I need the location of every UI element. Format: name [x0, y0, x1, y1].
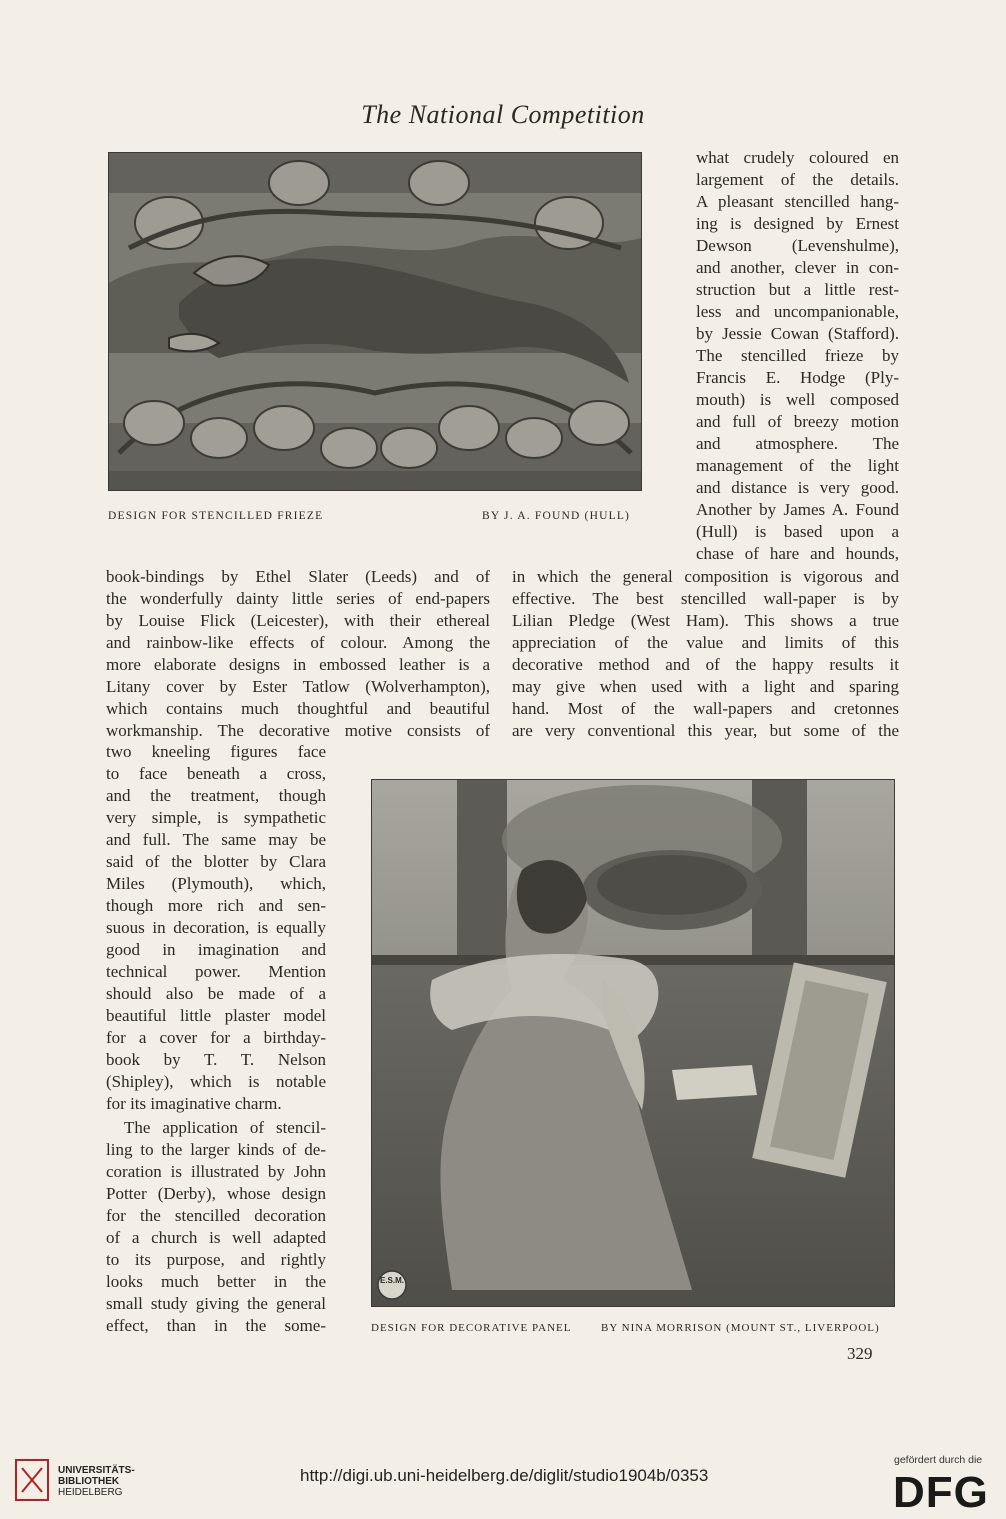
source-url[interactable]: http://digi.ub.uni-heidelberg.de/diglit/studio1904b/0353 — [300, 1466, 709, 1485]
text-line: should also be made of a — [106, 984, 326, 1003]
text-line: technical power. Mention — [106, 962, 326, 981]
figure-caption-left: DESIGN FOR STENCILLED FRIEZE — [108, 510, 324, 522]
text-line: effect, than in the some- — [106, 1316, 326, 1335]
left-column — [106, 566, 490, 742]
text-line: decorative method and of the happy results it — [512, 655, 899, 674]
text-line: by Jessie Cowan (Stafford). — [696, 324, 899, 343]
page-title: The National Competition — [361, 100, 645, 129]
text-line: Litany cover by Ester Tatlow (Wolverhampton), — [106, 677, 490, 696]
text-line: for the stencilled decoration — [106, 1206, 326, 1225]
page-number: 329 — [847, 1344, 873, 1363]
dfg-logo: DFG — [893, 1468, 989, 1517]
text-line: what crudely coloured en — [696, 148, 899, 167]
panel-drawing — [372, 780, 894, 1306]
figure-caption-right: BY J. A. FOUND (HULL) — [482, 510, 631, 522]
text-line: and distance is very good. — [696, 478, 899, 497]
text-line: largement of the details. — [696, 170, 899, 189]
text-line: The stencilled frieze by — [696, 346, 899, 365]
text-line: and atmosphere. The — [696, 434, 899, 453]
text-line: two kneeling figures face — [106, 742, 326, 761]
text-line: the wonderfully dainty little series of end-papers — [106, 589, 490, 608]
text-line: very simple, is sympathetic — [106, 808, 326, 827]
text-line: for its imaginative charm. — [106, 1094, 282, 1113]
text-line: mouth) is well composed — [696, 390, 899, 409]
text-line: and another, clever in con- — [696, 258, 899, 277]
frieze-illustration — [108, 152, 642, 491]
library-logo — [12, 1456, 52, 1504]
text-line: for a cover for a birthday- — [106, 1028, 326, 1047]
text-line: which contains much thoughtful and beautiful — [106, 699, 490, 718]
text-line: Potter (Derby), whose design — [106, 1184, 326, 1203]
text-line: though more rich and sen- — [106, 896, 326, 915]
library-line: HEIDELBERG — [58, 1487, 123, 1498]
library-name — [58, 1465, 135, 1498]
narrow-column-2 — [106, 1117, 326, 1337]
text-line: ing is designed by Ernest — [696, 214, 899, 233]
library-line: BIBLIOTHEK — [58, 1476, 120, 1487]
text-line: effective. The best stencilled wall-paper is by — [512, 589, 899, 608]
text-line: looks much better in the — [106, 1272, 326, 1291]
text-line: of a church is well adapted — [106, 1228, 326, 1247]
text-line: and full. The same may be — [106, 830, 326, 849]
text-line: by Louise Flick (Leicester), with their ethereal — [106, 611, 490, 630]
text-line: book by T. T. Nelson — [106, 1050, 326, 1069]
library-emblem-icon — [12, 1456, 52, 1504]
monogram: E.S.M. — [380, 1276, 405, 1285]
text-line: are very conventional this year, but some of the — [512, 721, 899, 740]
right-column-top — [696, 147, 899, 565]
text-line: Francis E. Hodge (Ply- — [696, 368, 899, 387]
text-line: The application of stencil- — [124, 1118, 326, 1137]
text-line: to face beneath a cross, — [106, 764, 326, 783]
text-line: in which the general composition is vigorous and — [512, 567, 899, 586]
text-line: appreciation of the value and limits of this — [512, 633, 899, 652]
text-line: workmanship. The decorative motive consists of — [106, 721, 490, 740]
text-line: hand. Most of the wall-papers and cretonnes — [512, 699, 899, 718]
text-line: ling to the larger kinds of de- — [106, 1140, 326, 1159]
text-line: and rainbow-like effects of colour. Among the — [106, 633, 490, 652]
text-line: Dewson (Levenshulme), — [696, 236, 899, 255]
text-line: (Shipley), which is notable — [106, 1072, 326, 1091]
text-line: suous in decoration, is equally — [106, 918, 326, 937]
figure-caption-left: DESIGN FOR DECORATIVE PANEL — [371, 1322, 572, 1334]
text-line: to its purpose, and rightly — [106, 1250, 326, 1269]
text-line: small study giving the general — [106, 1294, 326, 1313]
text-line: may give when used with a light and sparing — [512, 677, 899, 696]
text-line: book-bindings by Ethel Slater (Leeds) and of — [106, 567, 490, 586]
text-line: Lilian Pledge (West Ham). This shows a true — [512, 611, 899, 630]
narrow-column — [106, 741, 326, 1115]
text-line: less and uncompanionable, — [696, 302, 899, 321]
frieze-drawing — [109, 153, 641, 490]
text-line: coration is illustrated by John — [106, 1162, 326, 1181]
text-line: chase of hare and hounds, — [696, 544, 899, 563]
text-line: A pleasant stencilled hang- — [696, 192, 899, 211]
sponsor-text: gefördert durch die — [894, 1454, 983, 1466]
figure-caption-right: BY NINA MORRISON (MOUNT ST., LIVERPOOL) — [601, 1322, 880, 1334]
right-column-middle — [512, 566, 899, 742]
text-line: management of the light — [696, 456, 899, 475]
panel-illustration — [371, 779, 895, 1307]
text-line: (Hull) is based upon a — [696, 522, 899, 541]
text-line: struction but a little rest- — [696, 280, 899, 299]
text-line: good in imagination and — [106, 940, 326, 959]
text-line: and full of breezy motion — [696, 412, 899, 431]
text-line: more elaborate designs in embossed leather is a — [106, 655, 490, 674]
library-line: UNIVERSITÄTS- — [58, 1465, 135, 1476]
text-line: Miles (Plymouth), which, — [106, 874, 326, 893]
text-line: said of the blotter by Clara — [106, 852, 326, 871]
text-line: and the treatment, though — [106, 786, 326, 805]
text-line: beautiful little plaster model — [106, 1006, 326, 1025]
text-line: Another by James A. Found — [696, 500, 899, 519]
